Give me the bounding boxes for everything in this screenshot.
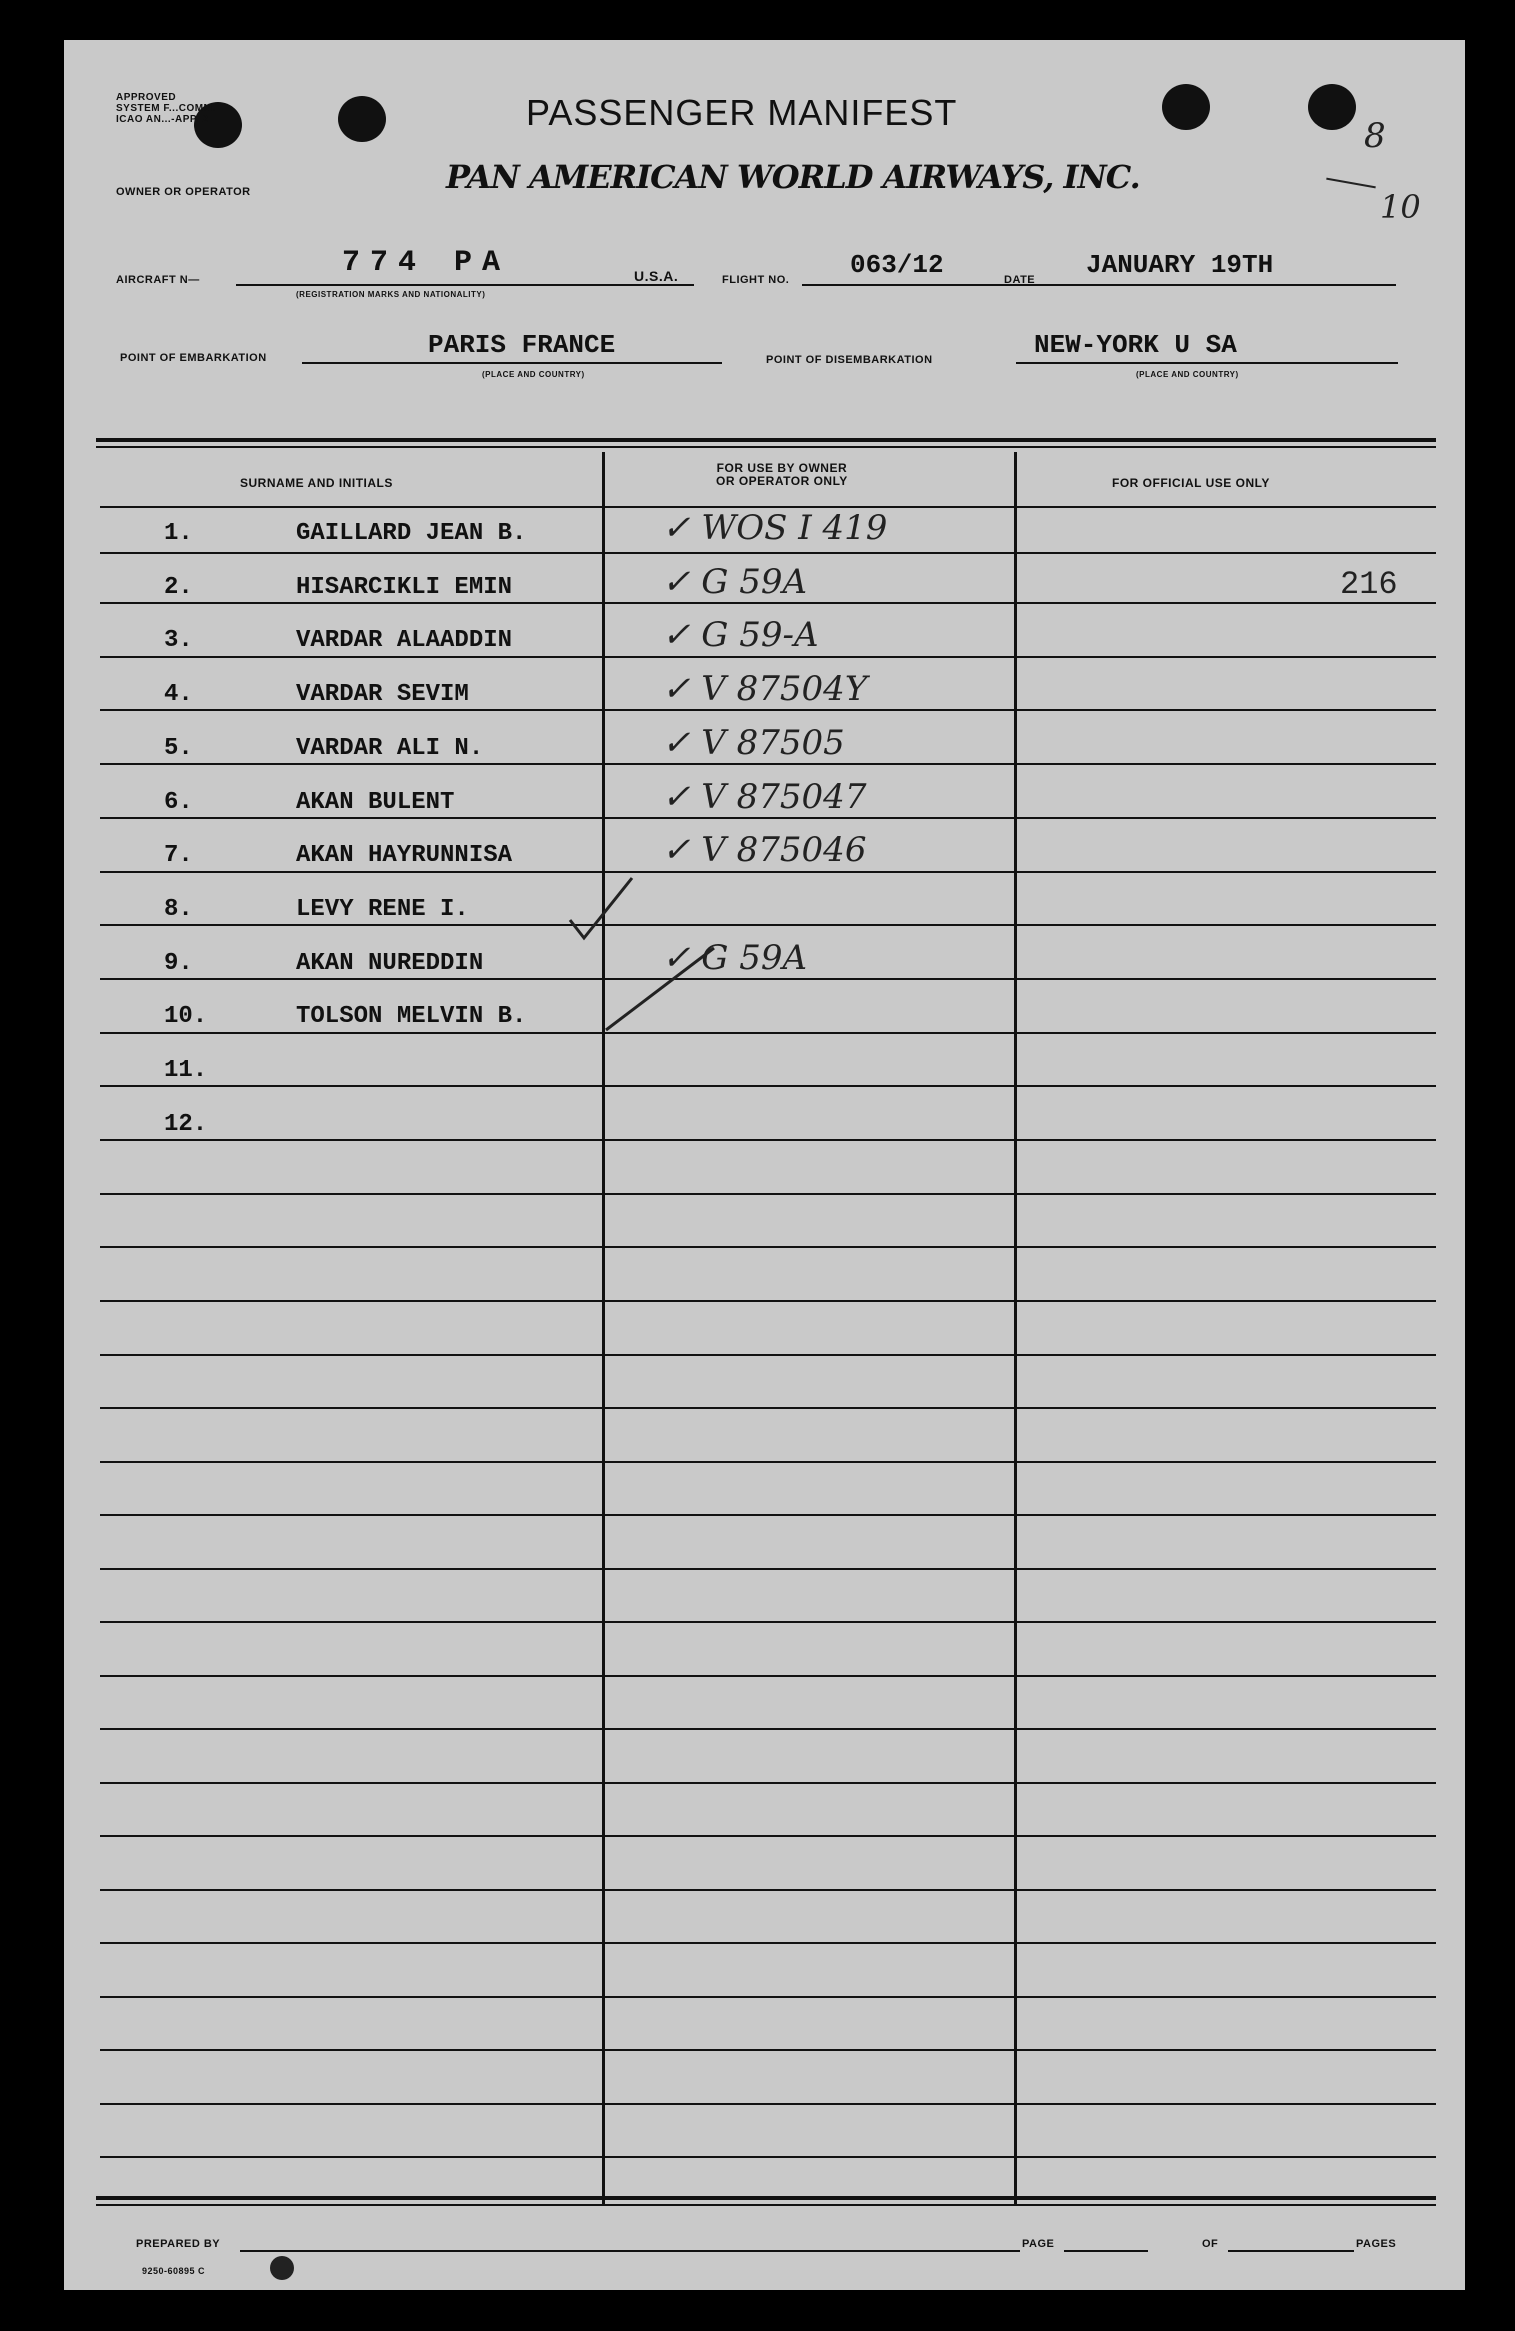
owner-note: ✓ G 59A [662, 938, 808, 978]
owner-use-line: FOR USE BY OWNER [716, 461, 848, 475]
of-underline [1228, 2250, 1354, 2252]
column-header-official-use: FOR OFFICIAL USE ONLY [1112, 476, 1270, 490]
page-underline [1064, 2250, 1148, 2252]
passenger-name: AKAN HAYRUNNISA [296, 842, 513, 869]
passenger-name: GAILLARD JEAN B. [296, 520, 527, 547]
passenger-name: VARDAR ALAADDIN [296, 627, 513, 654]
passenger-name: VARDAR ALI N. [296, 735, 484, 762]
usa-label: U.S.A. [634, 268, 679, 284]
check-slashes [64, 40, 1465, 2290]
table-bottom-rule [96, 2196, 1436, 2200]
owner-note: ✓ V 87505 [662, 723, 845, 763]
page-label: PAGE [1022, 2238, 1055, 2250]
row-number: 5. [164, 735, 193, 762]
owner-label: OWNER OR OPERATOR [116, 186, 251, 198]
embark-sublabel: (PLACE AND COUNTRY) [482, 370, 585, 379]
row-number: 6. [164, 789, 193, 816]
check-mark-row-8 [570, 878, 632, 938]
prepared-by-label: PREPARED BY [136, 2238, 221, 2250]
official-note: 216 [1340, 566, 1398, 603]
corner-note-top: 8 [1364, 116, 1386, 156]
of-label: OF [1202, 2238, 1219, 2250]
table-bottom-rule [96, 2204, 1436, 2206]
approval-line: ICAO AN...-APP. 2 [116, 114, 209, 125]
owner-note: ✓ WOS I 419 [662, 508, 888, 548]
disembark-value: NEW-YORK U SA [1034, 330, 1237, 360]
row-number: 1. [164, 520, 193, 547]
passenger-name: VARDAR SEVIM [296, 681, 469, 708]
owner-value: PAN AMERICAN WORLD AIRWAYS, INC. [446, 158, 1140, 196]
passenger-name: TOLSON MELVIN B. [296, 1003, 527, 1030]
row-number: 9. [164, 950, 193, 977]
owner-note: ✓ G 59A [662, 562, 808, 602]
pages-label: PAGES [1356, 2238, 1397, 2250]
disembark-label: POINT OF DISEMBARKATION [766, 354, 933, 366]
disembark-sublabel: (PLACE AND COUNTRY) [1136, 370, 1239, 379]
row-number: 12. [164, 1111, 208, 1138]
row-number: 4. [164, 681, 193, 708]
passenger-name: LEVY RENE I. [296, 896, 469, 923]
flight-label: FLIGHT NO. [722, 274, 790, 286]
owner-note: ✓ G 59-A [662, 615, 819, 655]
flight-number: 063/12 [850, 250, 944, 280]
embark-label: POINT OF EMBARKATION [120, 352, 267, 364]
row-number: 11. [164, 1057, 208, 1084]
slash-line-row-10 [606, 948, 714, 1030]
owner-note: ✓ V 875046 [662, 830, 867, 870]
prepared-by-underline [240, 2250, 1020, 2252]
form-number: 9250-60895 C [142, 2266, 206, 2276]
corner-note-bottom: 10 [1380, 188, 1421, 226]
owner-note: ✓ V 87504Y [662, 669, 868, 709]
row-number: 7. [164, 842, 193, 869]
passenger-name: AKAN BULENT [296, 789, 455, 816]
aircraft-value: 774 PA [342, 246, 511, 280]
manifest-sheet [64, 40, 1465, 2290]
passenger-name: HISARCIKLI EMIN [296, 574, 513, 601]
union-label-icon [270, 2256, 294, 2280]
owner-note: ✓ V 875047 [662, 777, 867, 817]
row-number: 3. [164, 627, 193, 654]
page-title: PASSENGER MANIFEST [526, 92, 958, 133]
column-header-surname: SURNAME AND INITIALS [240, 476, 393, 490]
owner-use-line: OR OPERATOR ONLY [716, 474, 848, 488]
embark-value: PARIS FRANCE [428, 330, 616, 360]
aircraft-sublabel: (REGISTRATION MARKS AND NATIONALITY) [296, 290, 486, 299]
date-value: JANUARY 19TH [1086, 250, 1274, 280]
aircraft-label: AIRCRAFT N— [116, 274, 200, 286]
approval-line: APPROVED [116, 92, 177, 103]
row-number: 2. [164, 574, 193, 601]
approval-line: SYSTEM F...COMM. [116, 103, 216, 114]
row-number: 8. [164, 896, 193, 923]
passenger-name: AKAN NUREDDIN [296, 950, 484, 977]
row-number: 10. [164, 1003, 208, 1030]
date-label: DATE [1004, 274, 1036, 286]
